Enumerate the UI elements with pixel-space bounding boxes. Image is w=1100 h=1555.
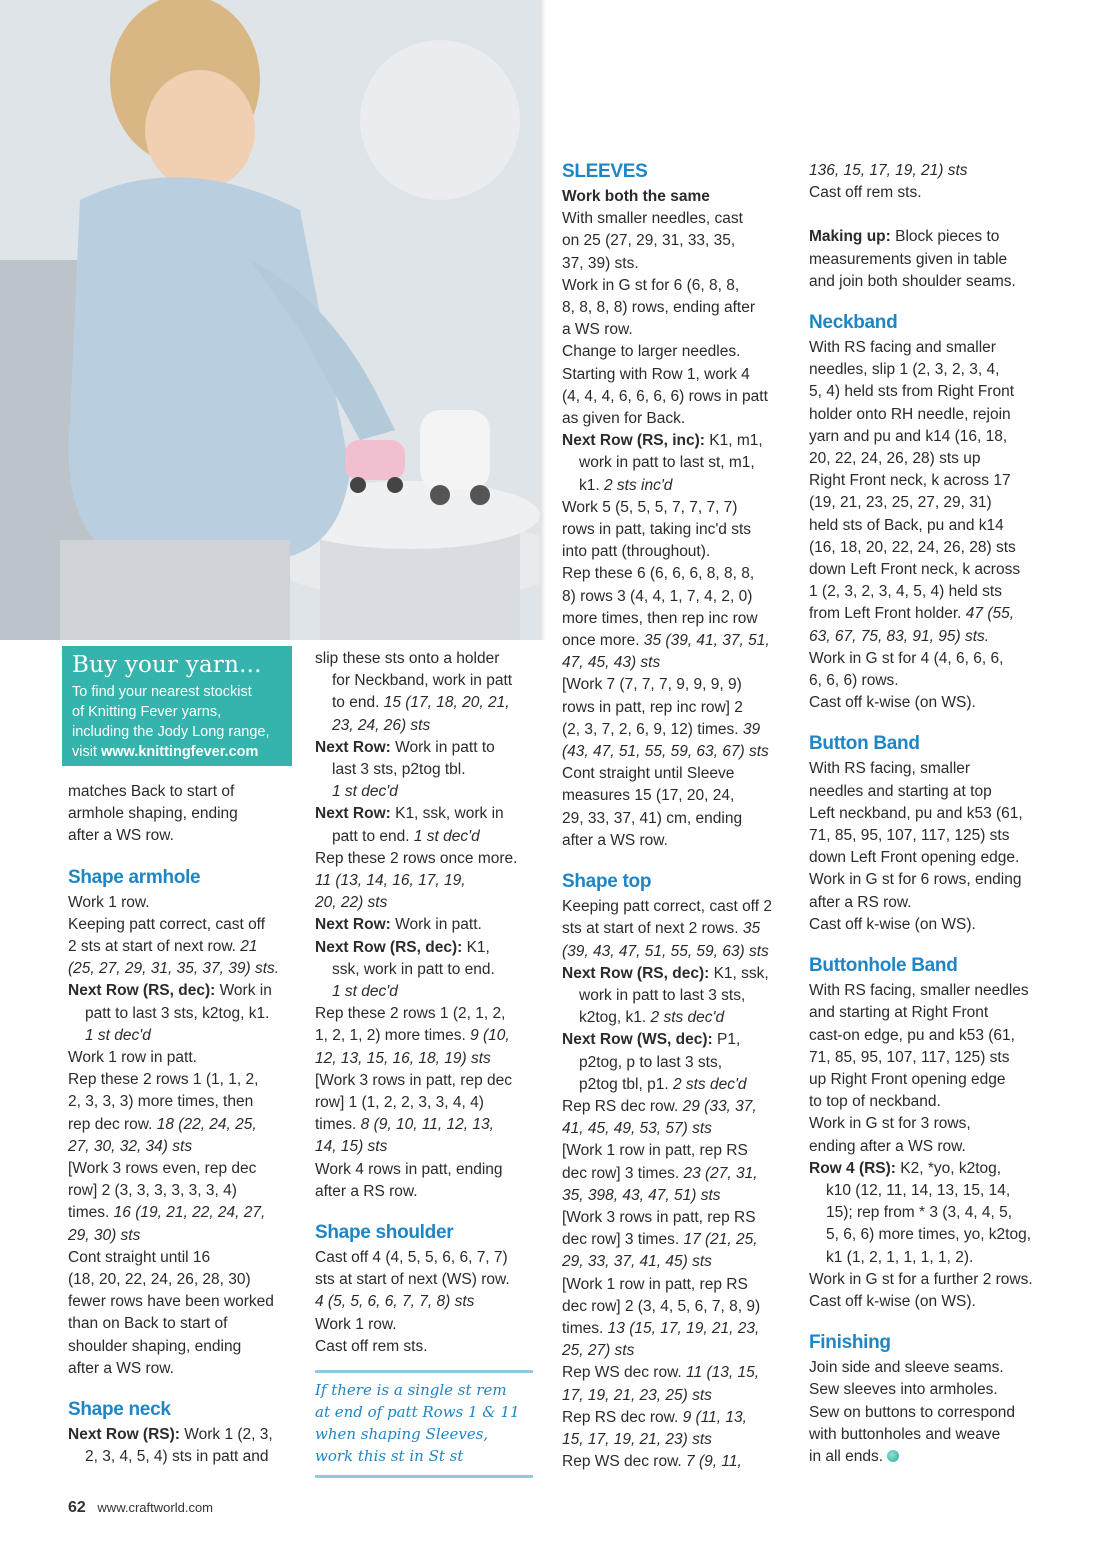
text-line: work in patt to last 3 sts,	[579, 986, 746, 1004]
stitch-count: 23 (27, 31,	[683, 1164, 758, 1182]
text-line: 5, 4) held sts from Right Front	[809, 383, 1015, 401]
text-line: work in patt to last st, m1,	[579, 454, 755, 472]
text-line: p2tog, p to last 3 sts,	[579, 1053, 723, 1071]
text-span: Work in patt.	[390, 916, 482, 934]
text-line: to top of neckband.	[809, 1093, 941, 1111]
row-label: Next Row:	[315, 738, 391, 756]
text-line: measurements given in table	[809, 250, 1008, 268]
text-span: Rep RS dec row.	[562, 1097, 683, 1115]
text-line: Cont straight until Sleeve	[562, 765, 735, 783]
text-line: more times, then rep inc row	[562, 609, 758, 627]
stitch-count: 29, 33, 37, 41, 45) sts	[562, 1253, 712, 1271]
text-line: k1 (1, 2, 1, 1, 1, 1, 2).	[826, 1248, 974, 1266]
row-label: Next Row:	[315, 805, 391, 823]
stitch-count: 35 (39, 41, 37, 51,	[643, 632, 770, 650]
text-span: (2, 3, 7, 2, 6, 9, 12) times.	[562, 720, 743, 738]
text-span: in all ends.	[809, 1447, 884, 1465]
stitch-count: 11 (13, 15,	[686, 1364, 760, 1382]
column-3	[562, 160, 787, 1473]
text-span: K1, m1,	[704, 432, 763, 450]
text-line: fewer rows have been worked	[68, 1293, 274, 1311]
text-line: With RS facing and smaller	[809, 339, 996, 357]
stitch-count: 9 (10,	[470, 1027, 510, 1045]
note-line: when shaping Sleeves,	[315, 1425, 489, 1444]
text-span: Rep WS dec row.	[562, 1453, 687, 1471]
row-label: Next Row (RS, dec):	[562, 964, 710, 982]
stitch-count: 2 sts dec'd	[650, 1009, 725, 1027]
text-line: With smaller needles, cast	[562, 210, 743, 228]
text-line: armhole shaping, ending	[68, 805, 238, 823]
text-line: after a RS row.	[809, 893, 912, 911]
text-line: down Left Front opening edge.	[809, 849, 1020, 867]
text-line: and starting at Right Front	[809, 1004, 989, 1022]
text-line: [Work 3 rows even, rep dec	[68, 1160, 257, 1178]
text-line: row] 2 (3, 3, 3, 3, 3, 3, 4)	[68, 1182, 237, 1200]
text-line: after a RS row.	[315, 1182, 418, 1200]
text-line: a WS row.	[562, 321, 633, 339]
text-line: Cont straight until 16	[68, 1248, 211, 1266]
buy-yarn-box	[62, 646, 292, 766]
text-line: Keeping patt correct, cast off 2	[562, 898, 772, 916]
text-line: 15); rep from * 3 (3, 4, 4, 5,	[826, 1204, 1013, 1222]
text-line: Sew on buttons to correspond	[809, 1403, 1015, 1421]
row-label: Row 4 (RS):	[809, 1159, 896, 1177]
stitch-count: 2 sts dec'd	[672, 1075, 747, 1093]
text-line: Work 4 rows in patt, ending	[315, 1160, 503, 1178]
stitch-count: 41, 45, 49, 53, 57) sts	[562, 1120, 712, 1138]
text-line: 71, 85, 95, 107, 117, 125) sts	[809, 827, 1010, 845]
text-span: rep dec row.	[68, 1115, 157, 1133]
heading-shape-shoulder: Shape shoulder	[315, 1222, 454, 1244]
text-line: Cast off k-wise (on WS).	[809, 915, 976, 933]
heading-shape-neck: Shape neck	[68, 1399, 171, 1421]
stitch-count: 21	[240, 938, 258, 956]
text-line: after a WS row.	[68, 827, 174, 845]
stitch-count: 12, 13, 15, 16, 18, 19) sts	[315, 1049, 491, 1067]
stitch-count: 29, 30) sts	[68, 1226, 141, 1244]
text-span: patt to end.	[332, 827, 414, 845]
stitch-count: 47, 45, 43) sts	[562, 654, 661, 672]
text-line: Change to larger needles.	[562, 343, 741, 361]
text-line: Work in G st for 3 rows,	[809, 1115, 971, 1133]
text-line: Join side and sleeve seams.	[809, 1359, 1004, 1377]
text-span: K1,	[462, 938, 490, 956]
text-line: needles and starting at top	[809, 782, 992, 800]
text-span: times.	[562, 1319, 608, 1337]
knittingfever-link[interactable]: www.knittingfever.com	[101, 744, 259, 760]
text-line: [Work 7 (7, 7, 7, 9, 9, 9, 9)	[562, 676, 742, 694]
heading-neckband: Neckband	[809, 312, 898, 334]
stitch-count: 16 (19, 21, 22, 24, 27,	[113, 1204, 266, 1222]
text-line: (18, 20, 22, 24, 26, 28, 30)	[68, 1271, 251, 1289]
text-line: held sts of Back, pu and k14	[809, 516, 1004, 534]
text-line: Cast off k-wise (on WS).	[809, 694, 976, 712]
end-mark-icon	[887, 1450, 899, 1462]
text-line: row] 1 (1, 2, 2, 3, 3, 4, 4)	[315, 1094, 484, 1112]
stitch-count: 1 st dec'd	[332, 983, 398, 1001]
text-line: Work 5 (5, 5, 5, 7, 7, 7, 7)	[562, 498, 738, 516]
stitch-count: 35, 398, 43, 47, 51) sts	[562, 1186, 721, 1204]
text-span: P1,	[712, 1031, 741, 1049]
stitch-count: 15 (17, 18, 20, 21,	[383, 694, 510, 712]
text-line: 20, 22, 24, 26, 28) sts up	[809, 450, 981, 468]
row-label: Next Row (RS, dec):	[68, 982, 216, 1000]
text-span: dec row] 3 times.	[562, 1231, 684, 1249]
text-line: Starting with Row 1, work 4	[562, 365, 750, 383]
column-2	[315, 648, 540, 1478]
text-line: Work in G st for 6 rows, ending	[809, 871, 1022, 889]
text-line: after a WS row.	[68, 1359, 174, 1377]
text-span: Block pieces to	[890, 228, 1000, 246]
text-span: k2tog, k1.	[579, 1009, 651, 1027]
text-line: Rep these 2 rows 1 (1, 1, 2,	[68, 1071, 259, 1089]
column-1	[68, 781, 298, 1468]
text-line: for Neckband, work in patt	[332, 672, 513, 690]
stitch-count: 14, 15) sts	[315, 1138, 388, 1156]
text-line: rows in patt, taking inc'd sts	[562, 521, 752, 539]
note-line: If there is a single st rem	[315, 1381, 507, 1400]
text-line: Work 1 row in patt.	[68, 1049, 197, 1067]
text-line: down Left Front neck, k across	[809, 561, 1021, 579]
text-line: shoulder shaping, ending	[68, 1337, 242, 1355]
stitch-count: 23, 24, 26) sts	[332, 716, 431, 734]
text-line: dec row] 2 (3, 4, 5, 6, 7, 8, 9)	[562, 1297, 761, 1315]
text-line: Cast off k-wise (on WS).	[809, 1292, 976, 1310]
text-line: Rep these 6 (6, 6, 6, 8, 8, 8,	[562, 565, 755, 583]
text-span: Rep WS dec row.	[562, 1364, 687, 1382]
stitch-count: 29 (33, 37,	[682, 1097, 757, 1115]
subheading-work-both: Work both the same	[562, 188, 710, 205]
text-line: Cast off 4 (4, 5, 5, 6, 6, 7, 7)	[315, 1249, 508, 1267]
text-line: up Right Front opening edge	[809, 1070, 1006, 1088]
text-line: 71, 85, 95, 107, 117, 125) sts	[809, 1048, 1010, 1066]
heading-shape-top: Shape top	[562, 871, 652, 893]
text-line: 2, 3, 3, 3) more times, then	[68, 1093, 254, 1111]
text-span: Work in	[215, 982, 272, 1000]
text-line: 8) rows 3 (4, 4, 1, 7, 4, 2, 0)	[562, 587, 753, 605]
row-label: Next Row (WS, dec):	[562, 1031, 713, 1049]
hero-photo-illustration	[0, 0, 540, 640]
text-span: once more.	[562, 632, 644, 650]
stitch-count: 15, 17, 19, 21, 23) sts	[562, 1430, 712, 1448]
text-span: Rep RS dec row.	[562, 1408, 683, 1426]
stitch-count: 1 st dec'd	[332, 783, 398, 801]
text-line: Rep these 2 rows 1 (2, 1, 2,	[315, 1005, 506, 1023]
text-line: Cast off rem sts.	[315, 1337, 428, 1355]
buy-yarn-title: Buy your yarn...	[72, 652, 262, 678]
text-span: from Left Front holder.	[809, 605, 966, 623]
text-span: p2tog tbl, p1.	[579, 1075, 673, 1093]
buy-yarn-line: including the Jody Long range,	[72, 724, 270, 740]
text-line: Keeping patt correct, cast off	[68, 915, 266, 933]
stitch-count: 18 (22, 24, 25,	[156, 1115, 257, 1133]
text-line: [Work 1 row in patt, rep RS	[562, 1142, 748, 1160]
text-line: 5, 6, 6) more times, yo, k2tog,	[826, 1226, 1032, 1244]
text-line: Work 1 row.	[315, 1315, 397, 1333]
note-line: work this st in St st	[315, 1447, 464, 1466]
stitch-count: 35	[742, 920, 761, 938]
text-span: sts at start of next 2 rows.	[562, 920, 743, 938]
text-line: 29, 33, 37, 41) cm, ending	[562, 809, 743, 827]
buy-yarn-visit: visit	[72, 744, 101, 760]
text-line: slip these sts onto a holder	[315, 650, 500, 667]
stitch-count: 63, 67, 75, 83, 91, 95) sts.	[809, 627, 990, 645]
text-line: than on Back to start of	[68, 1315, 228, 1333]
text-line: (16, 18, 20, 22, 24, 26, 28) sts	[809, 538, 1016, 556]
text-line: Sew sleeves into armholes.	[809, 1381, 998, 1399]
page-number: 62	[68, 1499, 86, 1516]
heading-shape-armhole: Shape armhole	[68, 866, 201, 888]
stitch-count: 136, 15, 17, 19, 21) sts	[809, 162, 968, 179]
text-line: yarn and pu and k14 (16, 18,	[809, 427, 1008, 445]
text-line: Work in G st for 4 (4, 6, 6, 6,	[809, 649, 1004, 667]
heading-finishing: Finishing	[809, 1332, 891, 1354]
text-span: to end.	[332, 694, 384, 712]
text-line: Right Front neck, k across 17	[809, 472, 1011, 490]
heading-sleeves: SLEEVES	[562, 161, 648, 182]
text-line: needles, slip 1 (2, 3, 2, 3, 4,	[809, 361, 1000, 379]
text-line: Work in G st for a further 2 rows.	[809, 1270, 1033, 1288]
text-line: Work in G st for 6 (6, 8, 8,	[562, 276, 740, 294]
note-line: at end of patt Rows 1 & 11	[315, 1403, 520, 1422]
text-span: 1, 2, 1, 2) more times.	[315, 1027, 471, 1045]
stitch-count: 20, 22) sts	[315, 894, 388, 912]
text-line: With RS facing, smaller needles	[809, 982, 1029, 1000]
text-span: times.	[315, 1116, 361, 1134]
text-line: (4, 4, 4, 6, 6, 6, 6) rows in patt	[562, 387, 768, 405]
text-span: times.	[68, 1204, 114, 1222]
column-4	[809, 160, 1049, 1468]
stitch-count: (25, 27, 29, 31, 35, 37, 39) sts.	[68, 960, 280, 978]
text-line: [Work 3 rows in patt, rep dec	[315, 1071, 512, 1089]
stitch-count: 39	[742, 720, 761, 738]
stitch-count: 2 sts inc'd	[603, 476, 673, 494]
hero-photo	[0, 0, 540, 640]
text-line: patt to last 3 sts, k2tog, k1.	[85, 1004, 270, 1022]
buy-yarn-line: To find your nearest stockist	[72, 684, 252, 700]
row-label: Next Row (RS, inc):	[562, 432, 705, 450]
text-line: and join both shoulder seams.	[809, 272, 1016, 290]
text-span: 2 sts at start of next row.	[68, 938, 241, 956]
stitch-count: (39, 43, 47, 51, 55, 59, 63) sts	[562, 942, 769, 960]
text-span: K1, ssk,	[709, 964, 769, 982]
row-label: Next Row (RS):	[68, 1426, 180, 1444]
text-line: 8, 8, 8, 8) rows, ending after	[562, 299, 755, 317]
text-line: 6, 6, 6) rows.	[809, 672, 899, 690]
text-line: ssk, work in patt to end.	[332, 960, 495, 978]
stitch-count: 27, 30, 32, 34) sts	[68, 1137, 193, 1155]
making-up-label: Making up:	[809, 228, 891, 246]
stitch-count: 17 (21, 25,	[683, 1231, 758, 1249]
text-span: dec row] 3 times.	[562, 1164, 684, 1182]
text-line: 2, 3, 4, 5, 4) sts in patt and	[85, 1448, 269, 1466]
text-line: on 25 (27, 29, 31, 33, 35,	[562, 232, 736, 250]
text-line: Left neckband, pu and k53 (61,	[809, 804, 1023, 822]
text-line: ending after a WS row.	[809, 1137, 966, 1155]
pattern-note	[315, 1370, 533, 1478]
text-line: [Work 3 rows in patt, rep RS	[562, 1208, 756, 1226]
text-line: with buttonholes and weave	[809, 1425, 1001, 1443]
stitch-count: 9 (11, 13,	[682, 1408, 747, 1426]
text-line: Cast off rem sts.	[809, 184, 922, 202]
stitch-count: 25, 27) sts	[562, 1342, 635, 1360]
stitch-count: 47 (55,	[965, 605, 1015, 623]
text-line: Work 1 row.	[68, 893, 150, 911]
stitch-count: 1 st dec'd	[85, 1026, 151, 1044]
text-line: as given for Back.	[562, 410, 686, 428]
text-line: [Work 1 row in patt, rep RS	[562, 1275, 748, 1293]
text-span: K1, ssk, work in	[390, 805, 504, 823]
text-line: 37, 39) sts.	[562, 254, 639, 272]
stitch-count: 13 (15, 17, 19, 21, 23,	[607, 1319, 760, 1337]
text-line: measures 15 (17, 20, 24,	[562, 787, 735, 805]
stitch-count: 11 (13, 14, 16, 17, 19,	[315, 872, 466, 890]
text-line: matches Back to start of	[68, 783, 235, 800]
stitch-count: 1 st dec'd	[413, 827, 480, 845]
text-line: (19, 21, 23, 25, 27, 29, 31)	[809, 494, 992, 512]
text-line: k10 (12, 11, 14, 13, 15, 14,	[826, 1181, 1011, 1199]
stitch-count: 7 (9, 11,	[686, 1453, 742, 1471]
text-line: into patt (throughout).	[562, 543, 711, 561]
photo-shadow	[540, 0, 546, 640]
text-line: rows in patt, rep inc row] 2	[562, 698, 743, 716]
text-line: after a WS row.	[562, 831, 668, 849]
stitch-count: (43, 47, 51, 55, 59, 63, 67) sts	[562, 743, 769, 761]
text-line: Rep these 2 rows once more.	[315, 849, 518, 867]
stitch-count: 17, 19, 21, 23, 25) sts	[562, 1386, 712, 1404]
footer-site-link[interactable]: www.craftworld.com	[97, 1500, 213, 1515]
text-span: k1.	[579, 476, 604, 494]
stitch-count: 8 (9, 10, 11, 12, 13,	[360, 1116, 494, 1134]
text-line: With RS facing, smaller	[809, 760, 971, 778]
stitch-count: 4 (5, 5, 6, 6, 7, 7, 8) sts	[315, 1293, 475, 1311]
text-span: Work in patt to	[390, 738, 495, 756]
text-span: Work 1 (2, 3,	[179, 1426, 273, 1444]
text-line: last 3 sts, p2tog tbl.	[332, 761, 466, 779]
text-line: holder onto RH needle, rejoin	[809, 405, 1011, 423]
heading-button-band: Button Band	[809, 733, 920, 755]
text-line: cast-on edge, pu and k53 (61,	[809, 1026, 1015, 1044]
text-line: sts at start of next (WS) row.	[315, 1271, 510, 1289]
row-label: Next Row (RS, dec):	[315, 938, 463, 956]
buy-yarn-line: of Knitting Fever yarns,	[72, 704, 222, 720]
page-footer	[68, 1499, 213, 1517]
heading-buttonhole-band: Buttonhole Band	[809, 955, 958, 977]
row-label: Next Row:	[315, 916, 391, 934]
text-line: 1 (2, 3, 2, 3, 4, 5, 4) held sts	[809, 583, 1002, 601]
text-span: K2, *yo, k2tog,	[895, 1159, 1002, 1177]
